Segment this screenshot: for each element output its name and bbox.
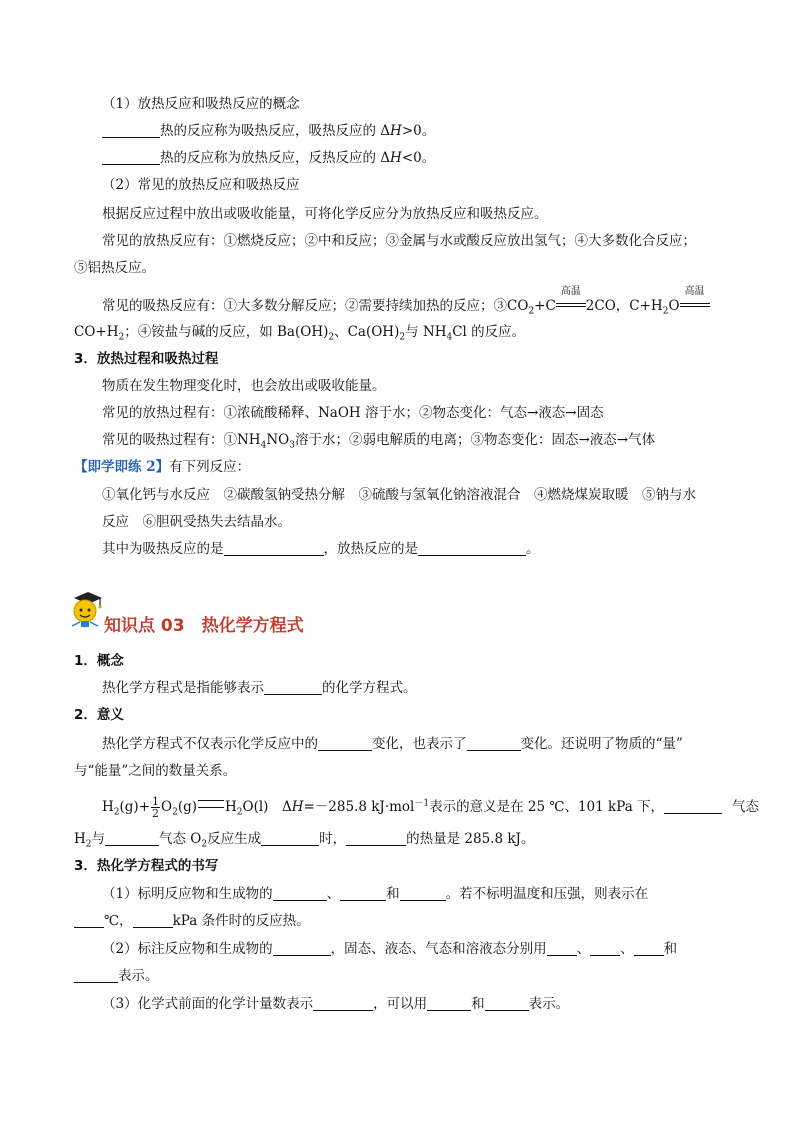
paragraph-concept: 热化学方程式是指能够表示 的化学方程式。 bbox=[102, 680, 417, 696]
practice-question: 其中为吸热反应的是 ，放热反应的是 。 bbox=[102, 541, 540, 557]
answer-blank[interactable] bbox=[467, 736, 521, 751]
practice-heading: 【即学即练 2】有下列反应： bbox=[74, 459, 251, 475]
answer-blank[interactable] bbox=[102, 123, 160, 138]
answer-blank[interactable] bbox=[664, 799, 722, 814]
condition-arrow-high-temp: 高温 bbox=[556, 296, 586, 314]
answer-blank[interactable] bbox=[273, 886, 327, 901]
paragraph-exo-list-cont: ⑤铝热反应。 bbox=[74, 260, 155, 276]
section-heading-writing: 3．热化学方程式的书写 bbox=[74, 858, 219, 874]
condition-arrow-high-temp: 高温 bbox=[680, 296, 710, 314]
paragraph-endo-list-cont: $CO+H_2$；④铵盐与碱的反应，如 $Ba(OH)_2$、$Ca(OH)_2$与 $NH_4Cl$ 的反应。 bbox=[74, 324, 526, 343]
line-endothermic-def: 热的反应称为吸热反应，吸热反应的 ΔH>0。 bbox=[102, 122, 435, 140]
paragraph-exo-process: 常见的放热过程有：①浓硫酸稀释、NaOH 溶于水；②物态变化：气态→液态→固态 bbox=[102, 405, 604, 421]
answer-blank[interactable] bbox=[261, 831, 319, 846]
practice-items-cont: 反应 ⑥胆矾受热失去结晶水。 bbox=[102, 514, 291, 530]
paragraph-writing-2-cont: 表示。 bbox=[74, 967, 159, 985]
fraction-one-half: $\frac{1}{2}$ bbox=[152, 795, 160, 820]
paragraph-meaning: 热化学方程式不仅表示化学反应中的 变化，也表示了 变化。还说明了物质的“量” bbox=[102, 736, 683, 752]
section-heading-concept: 1．概念 bbox=[74, 653, 124, 669]
answer-blank[interactable] bbox=[313, 996, 373, 1011]
graduate-bulb-icon bbox=[68, 590, 104, 630]
answer-blank[interactable] bbox=[102, 150, 160, 165]
answer-blank[interactable] bbox=[264, 680, 322, 695]
answer-blank[interactable] bbox=[346, 831, 406, 846]
paragraph-writing-1-cont: ℃， kPa 条件时的反应热。 bbox=[74, 912, 310, 930]
answer-blank[interactable] bbox=[105, 831, 159, 846]
section-heading-meaning: 2．意义 bbox=[74, 707, 124, 723]
thermo-equation: $H_2(g)+$ $\frac{1}{2}$ $O_2(g)$ $H_2O(l)$ ΔH=－285.8 kJ·mol$^{-1}$表示的意义是在 25 ℃、101 kPa 下， 气态 bbox=[102, 795, 760, 820]
paragraph-writing-2: （2）标注反应物和生成物的 ，固态、液态、气态和溶液态分别用 、 、 和 bbox=[102, 941, 678, 957]
paragraph-writing-3: （3）化学式前面的化学计量数表示 ，可以用 和 表示。 bbox=[102, 996, 570, 1012]
practice-tag: 【即学即练 2】 bbox=[74, 459, 170, 475]
paragraph: 物质在发生物理变化时，也会放出或吸收能量。 bbox=[102, 378, 386, 394]
answer-blank[interactable] bbox=[547, 941, 577, 956]
answer-blank[interactable] bbox=[273, 941, 331, 956]
knowledge-point-title: 知识点 03 热化学方程式 bbox=[104, 616, 304, 636]
answer-blank[interactable] bbox=[224, 541, 324, 556]
line-exothermic-def: 热的反应称为放热反应，反热反应的 ΔH<0。 bbox=[102, 149, 435, 167]
answer-blank[interactable] bbox=[400, 886, 446, 901]
section-heading-concepts: （1）放热反应和吸热反应的概念 bbox=[102, 96, 300, 112]
paragraph-endo-list: 常见的吸热反应有：①大多数分解反应；②需要持续加热的反应；$③CO_2+C$ 高温 2CO，$C+H_2O$ 高温 bbox=[102, 296, 710, 315]
equals-arrow bbox=[198, 800, 224, 808]
answer-blank[interactable] bbox=[74, 968, 118, 983]
answer-blank[interactable] bbox=[427, 996, 471, 1011]
answer-blank[interactable] bbox=[74, 913, 104, 928]
paragraph-endo-process: 常见的吸热过程有：$①NH_4NO_3$溶于水；②弱电解质的电离；③物态变化：固态→液态→气体 bbox=[102, 432, 656, 451]
paragraph: 根据反应过程中放出或吸收能量，可将化学反应分为放热反应和吸热反应。 bbox=[102, 206, 548, 222]
answer-blank[interactable] bbox=[318, 736, 372, 751]
paragraph-writing-1: （1）标明反应物和生成物的 、 和 。若不标明温度和压强，则表示在 bbox=[102, 886, 649, 902]
answer-blank[interactable] bbox=[418, 541, 526, 556]
paragraph-meaning-cont: 与“能量”之间的数量关系。 bbox=[74, 763, 237, 779]
answer-blank[interactable] bbox=[133, 913, 173, 928]
section-heading-common: （2）常见的放热反应和吸热反应 bbox=[102, 177, 300, 193]
paragraph-equation-meaning: $H_2$与 气态 $O_2$反应生成 时， 的热量是 285.8 kJ。 bbox=[74, 831, 535, 850]
answer-blank[interactable] bbox=[634, 941, 664, 956]
answer-blank[interactable] bbox=[340, 886, 386, 901]
practice-items: ①氧化钙与水反应 ②碳酸氢钠受热分解 ③硫酸与氢氧化钠溶液混合 ④燃烧煤炭取暖 ⑤钠与水 bbox=[102, 487, 696, 503]
section-heading-processes: 3．放热过程和吸热过程 bbox=[74, 351, 219, 367]
answer-blank[interactable] bbox=[485, 996, 529, 1011]
answer-blank[interactable] bbox=[590, 941, 620, 956]
paragraph-exo-list: 常见的放热反应有：①燃烧反应；②中和反应；③金属与水或酸反应放出氢气；④大多数化合反应； bbox=[102, 233, 696, 249]
